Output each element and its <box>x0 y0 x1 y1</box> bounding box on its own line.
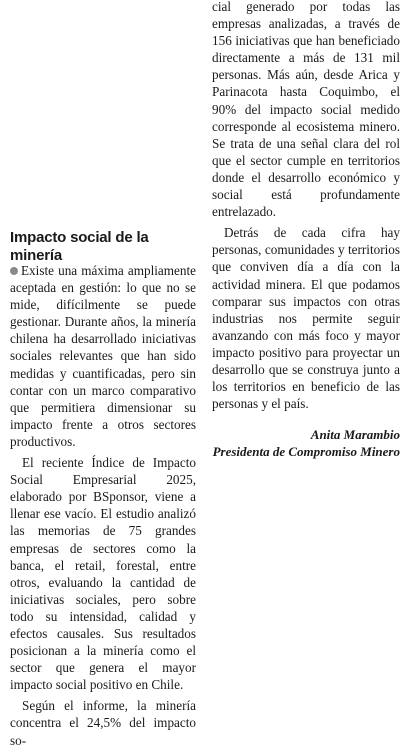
lead-paragraph <box>10 262 196 450</box>
paragraph: El reciente Índice de Impacto Social Empresarial 2025, elaborado por BSponsor, viene a llenar ese vacío. El estudio analizó las memorias de 75 grandes empresas de sectores como la banca, el retail, forestal, entre otros, evaluando la cantidad de iniciativas sociales, pero sobre todo su intensidad, calidad y efectos causales. Sus resultados posicionan a la minería como el sector que genera el mayor impacto social positivo en Chile. <box>10 455 196 693</box>
right-column <box>212 0 400 460</box>
author-title: Presidenta de Compromiso Minero <box>212 444 400 460</box>
paragraph: cial generado por todas las empresas analizadas, a través de 156 iniciativas que han beneficiado directamente a más de 131 mil personas. Más aún, desde Arica y Parinacota hasta Coquimbo, el 90% del impacto social medido corresponde al ecosistema minero. Se trata de una señal clara del rol que el sector cumple en territorios donde el desarrollo económico y social está profundamente entrelazado. <box>212 0 400 220</box>
paragraph: Detrás de cada cifra hay personas, comunidades y territorios que conviven día a día con la actividad minera. El que podamos comparar sus impactos con otras industrias nos permite seguir avanzando con más foco y mayor impacto positivo para proyectar un desarrollo que se construya junto a los territorios en beneficio de las personas y el país. <box>212 225 400 412</box>
left-column <box>10 262 196 749</box>
paragraph: Según el informe, la minería concentra el 24,5% del impacto so- <box>10 698 196 748</box>
article-headline: Impacto social de la minería <box>10 229 149 264</box>
signature <box>212 426 400 460</box>
author-name: Anita Marambio <box>310 427 400 443</box>
lead-text: Existe una máxima ampliamente aceptada en gestión: lo que no se mide, difícilmente se puede gestionar. Durante años, la minería chilena ha desarrollado iniciativas sociales relevantes que han sido medidas y cuantificadas, pero sin contar con un marco comparativo que permitiera dimensionar su impacto frente a otros sectores productivos. <box>10 263 196 449</box>
bullet-icon <box>10 267 18 275</box>
